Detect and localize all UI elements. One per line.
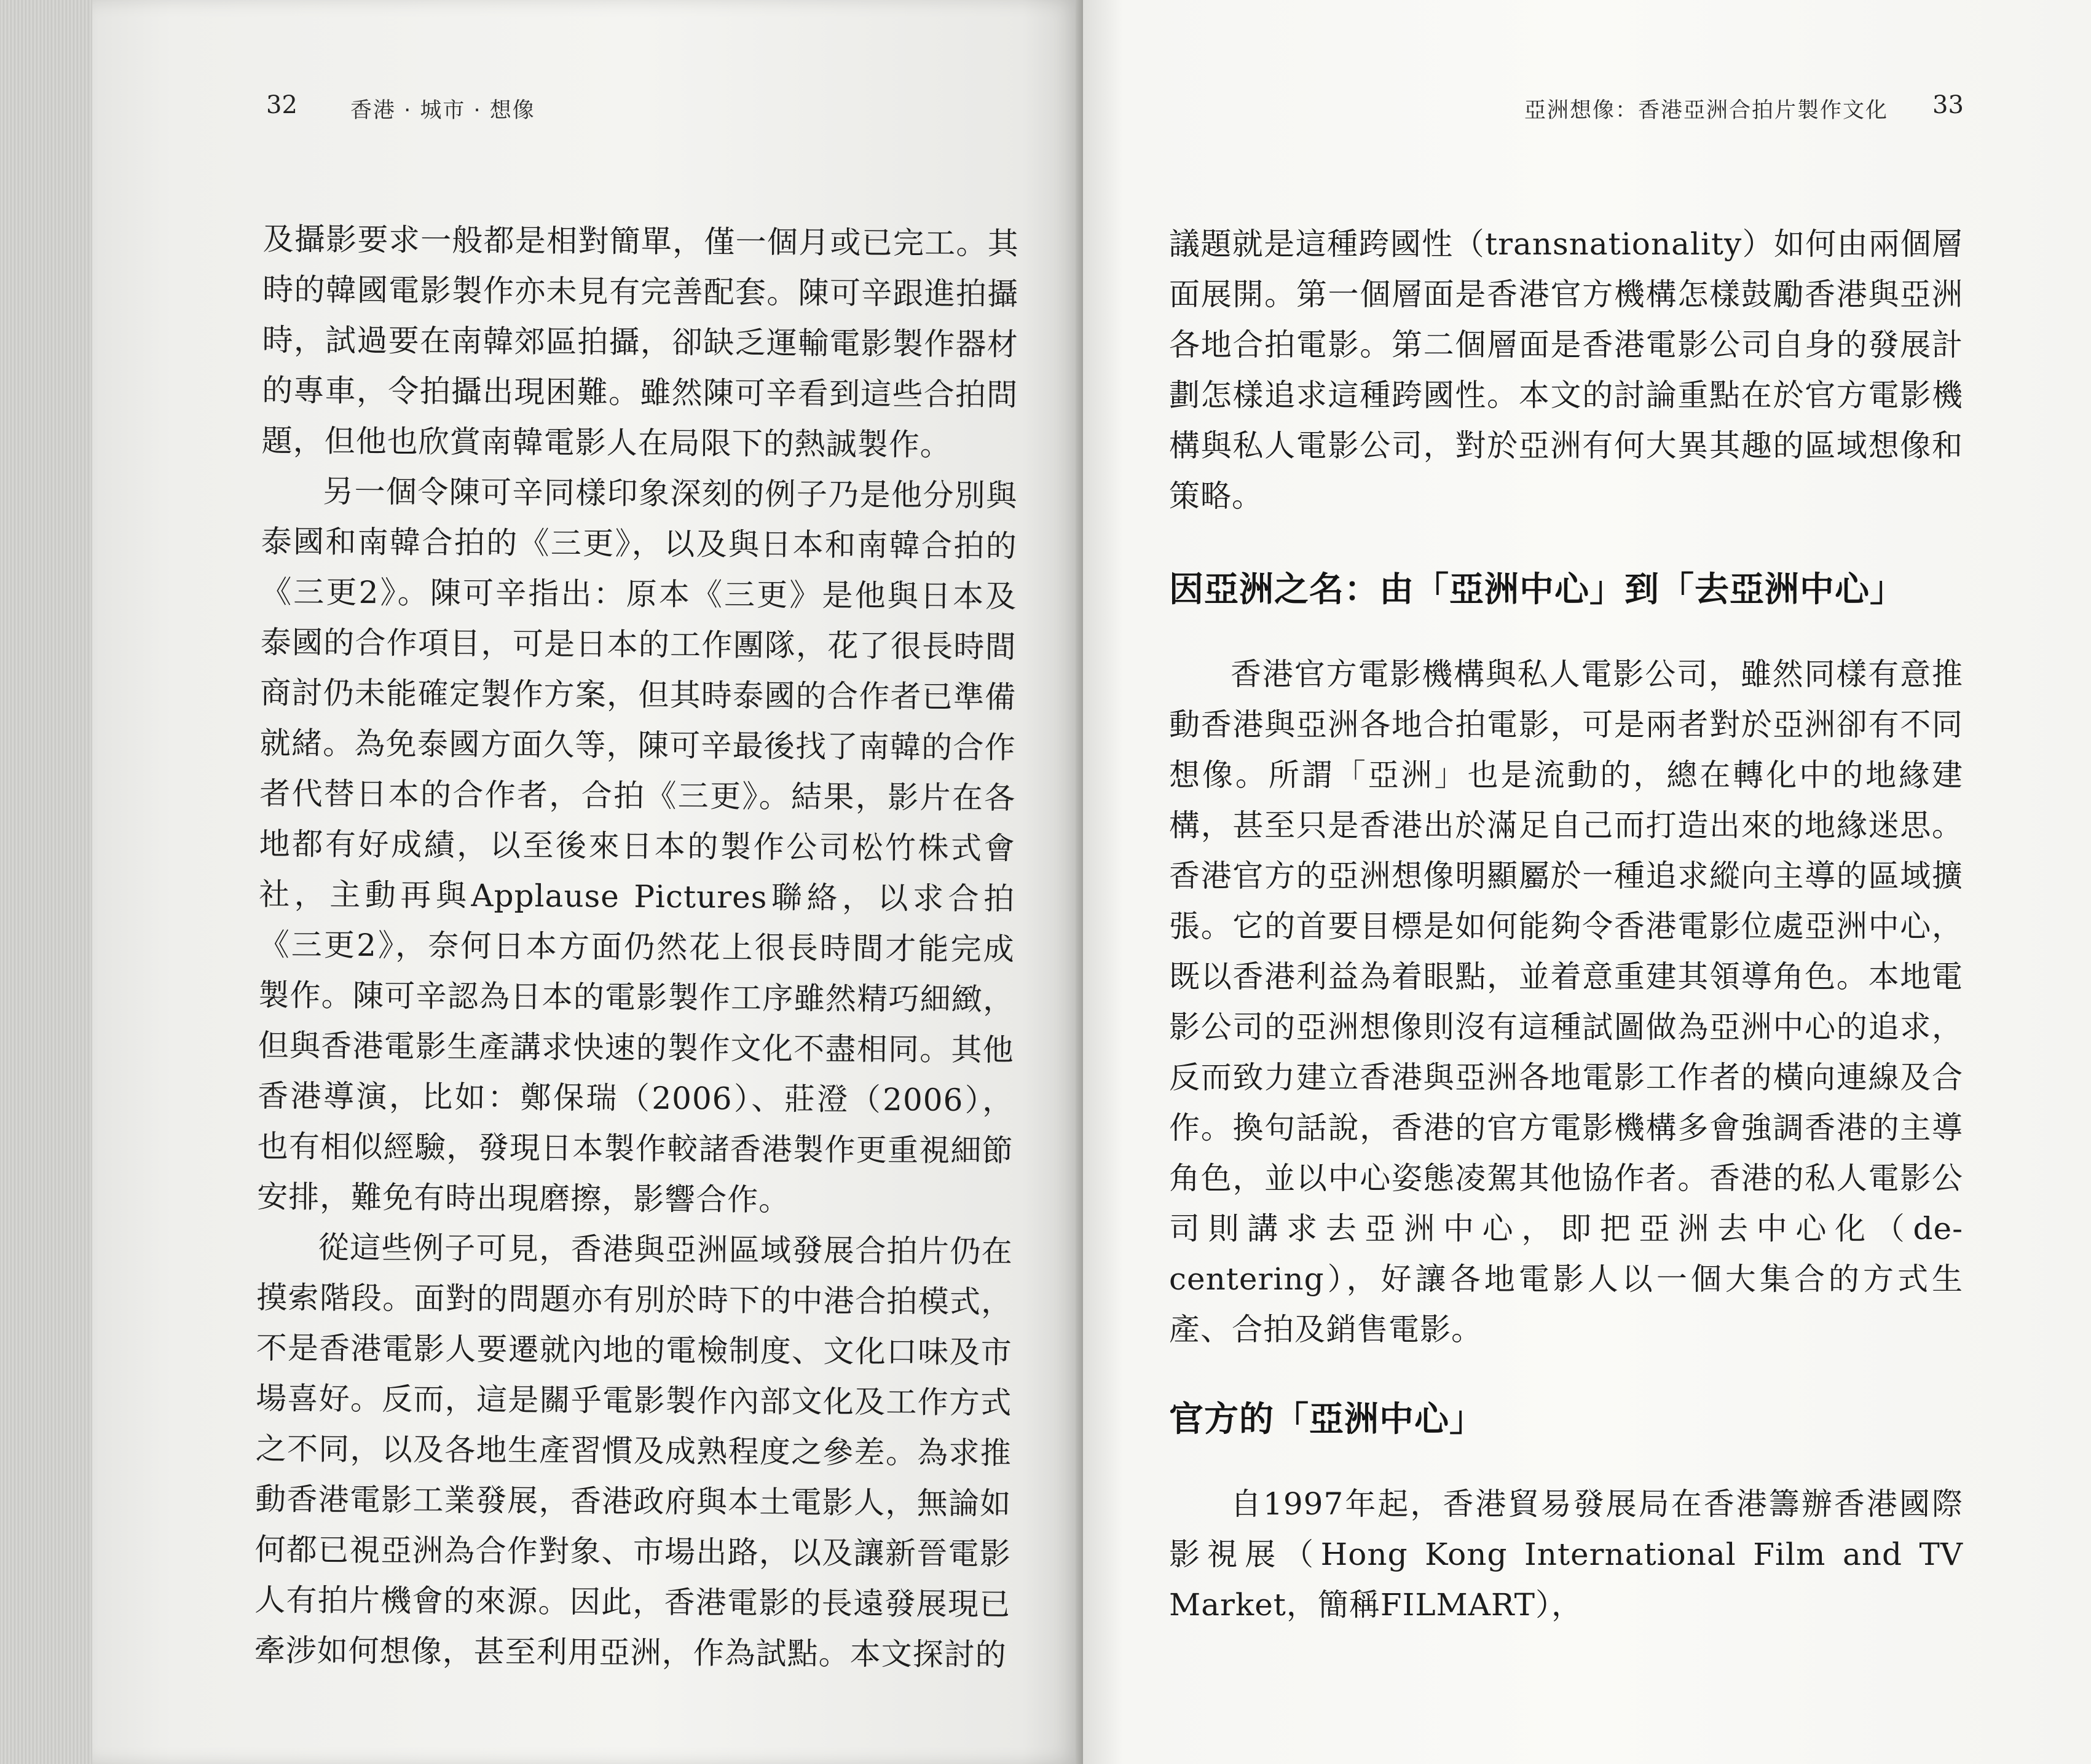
right-running-head: 亞洲想像：香港亞洲合拍片製作文化 — [1524, 98, 1889, 123]
left-paragraph-1: 及攝影要求一般都是相對簡單，僅一個月或已完工。其時的韓國電影製作亦未見有完善配套。陳可辛跟進拍攝時，試過要在南韓郊區拍攝，卻缺乏運輸電影製作器材的專車，令拍攝出現困難。雖然陳可辛看到這些合拍問題，但他也欣賞南韓電影人在局限下的熱誠製作。 — [261, 221, 1019, 463]
right-page — [1083, 0, 2091, 1764]
right-section1-paragraph: 香港官方電影機構與私人電影公司，雖然同樣有意推動香港與亞洲各地合拍電影，可是兩者對於亞洲卻有不同想像。所謂「亞洲」也是流動的，總在轉化中的地緣建構，甚至只是香港出於滿足自己而打造出來的地緣迷思。香港官方的亞洲想像明顯屬於一種追求縱向主導的區域擴張。它的首要目標是如何能夠令香港電影位處亞洲中心，既以香港利益為着眼點，並着意重建其領導角色。本地電影公司的亞洲想像則沒有這種試圖做為亞洲中心的追求，反而致力建立香港與亞洲各地電影工作者的橫向連線及合作。換句話說，香港的官方電影機構多會強調香港的主導角色，並以中心姿態凌駕其他協作者。香港的私人電影公司則講求去亞洲中心，即把亞洲去中心化（de-centering），好讓各地電影人以一個大集合的方式生產、合拍及銷售電影。 — [1169, 656, 1963, 1347]
section-heading-1: 因亞洲之名：由「亞洲中心」到「去亞洲中心」 — [1169, 569, 1905, 610]
right-body-text — [1169, 219, 1963, 1630]
left-page-number: 32 — [266, 91, 297, 119]
book-page-edges — [0, 0, 92, 1764]
right-intro-paragraph: 議題就是這種跨國性（transnationality）如何由兩個層面展開。第一個層面是香港官方機構怎樣鼓勵香港與亞洲各地合拍電影。第二個層面是香港電影公司自身的發展計劃怎樣追求這種跨國性。本文的討論重點在於官方電影機構與私人電影公司，對於亞洲有何大異其趣的區域想像和策略。 — [1169, 226, 1963, 514]
section-heading-2: 官方的「亞洲中心」 — [1169, 1399, 1484, 1439]
left-page — [92, 0, 1082, 1764]
left-paragraph-3: 從這些例子可見，香港與亞洲區域發展合拍片仍在摸索階段。面對的問題亦有別於時下的中港合拍模式，不是香港電影人要遷就內地的電檢制度、文化口味及市場喜好。反而，這是關乎電影製作內部文化及工作方式之不同，以及各地生產習慣及成熟程度之參差。為求推動香港電影工業發展，香港政府與本土電影人，無論如何都已視亞洲為合作對象、市場出路，以及讓新晉電影人有拍片機會的來源。因此，香港電影的長遠發展現已牽涉如何想像，甚至利用亞洲，作為試點。本文探討的 — [254, 1229, 1013, 1673]
left-body-text — [254, 214, 1019, 1680]
left-running-head: 香港 · 城市 · 想像 — [350, 98, 535, 123]
right-section2-paragraph: 自1997年起，香港貿易發展局在香港籌辦香港國際影視展（Hong Kong International Film and TV Market，簡稱FILMART）， — [1169, 1486, 1963, 1623]
left-paragraph-2: 另一個令陳可辛同樣印象深刻的例子乃是他分別與泰國和南韓合拍的《三更》，以及與日本和南韓合拍的《三更2》。陳可辛指出：原本《三更》是他與日本及泰國的合作項目，可是日本的工作團隊，花了很長時間商討仍未能確定製作方案，但其時泰國的合作者已準備就緒。為免泰國方面久等，陳可辛最後找了南韓的合作者代替日本的合作者，合拍《三更》。結果，影片在各地都有好成績，以至後來日本的製作公司松竹株式會社，主動再與Applause Pictures聯絡，以求合拍《三更2》，奈何日本方面仍然花上很長時間才能完成製作。陳可辛認為日本的電影製作工序雖然精巧細緻，但與香港電影生產講求快速的製作文化不盡相同。其他香港導演，比如：鄭保瑞（2006）、莊澄（2006），也有相似經驗，發現日本製作較諸香港製作更重視細節安排，難免有時出現磨擦，影響合作。 — [257, 473, 1018, 1218]
right-page-number: 33 — [1932, 91, 1964, 119]
